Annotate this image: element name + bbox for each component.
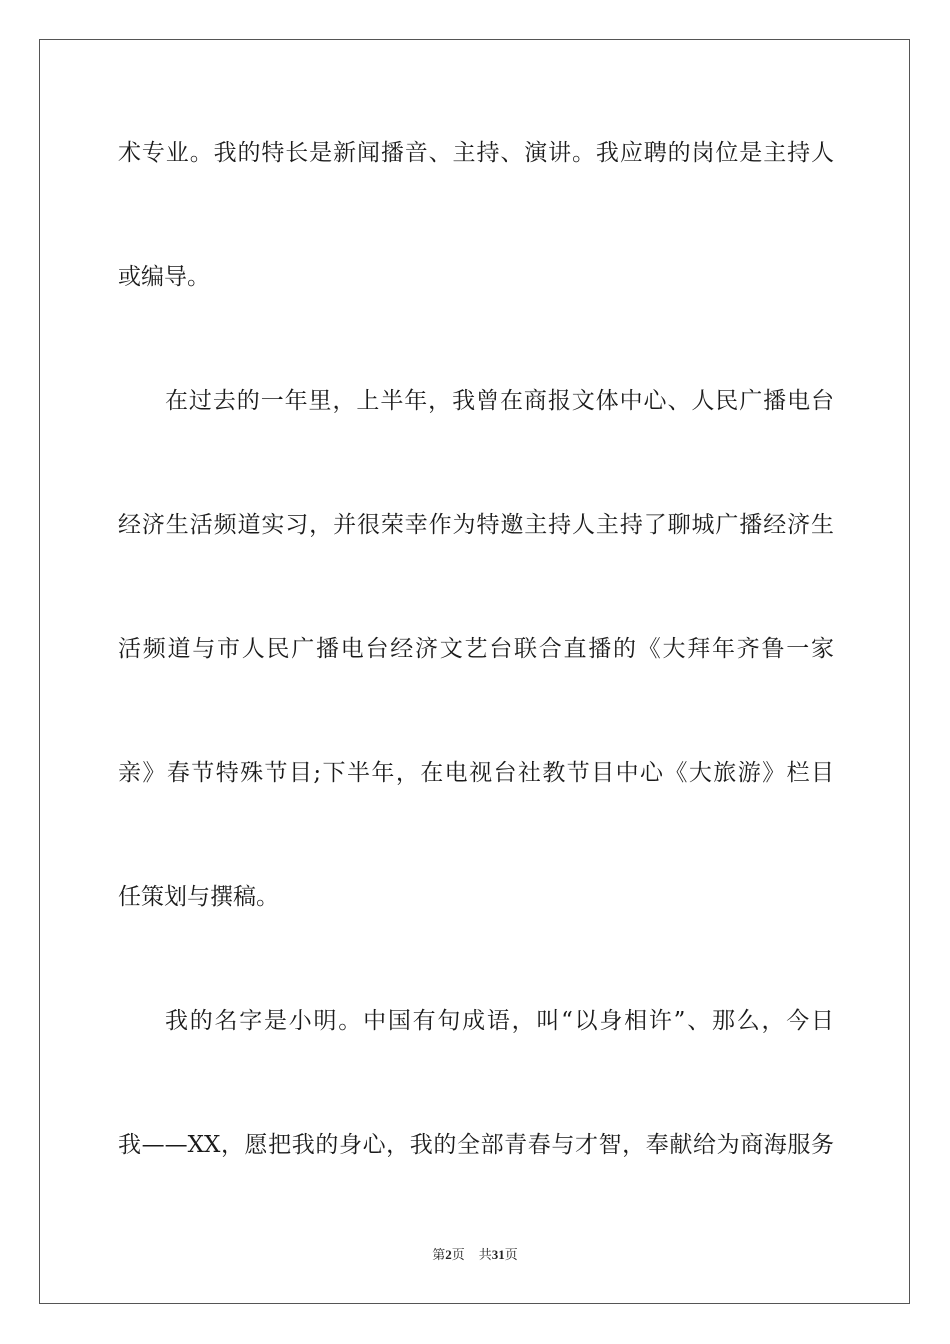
body-text-line: 亲》春节特殊节目;下半年，在电视台社教节目中心《大旅游》栏目	[118, 760, 834, 786]
page-footer	[0, 1244, 950, 1263]
body-text-line: 经济生活频道实习，并很荣幸作为特邀主持人主持了聊城广播经济生	[118, 512, 834, 538]
body-text-line: 或编导。	[118, 264, 210, 290]
body-text-line: 活频道与市人民广播电台经济文艺台联合直播的《大拜年齐鲁一家	[118, 636, 834, 662]
paragraph-first-line: 在过去的一年里，上半年，我曾在商报文体中心、人民广播电台	[165, 388, 834, 414]
page-number-label: 第2页	[432, 1247, 465, 1263]
total-pages-label: 共31页	[478, 1247, 518, 1263]
paragraph-first-line: 我的名字是小明。中国有句成语，叫“以身相许”、那么，今日	[165, 1008, 834, 1034]
body-text-line: 我——XX，愿把我的身心，我的全部青春与才智，奉献给为商海服务	[118, 1132, 834, 1158]
body-text-line: 术专业。我的特长是新闻播音、主持、演讲。我应聘的岗位是主持人	[118, 140, 834, 166]
body-text-line: 任策划与撰稿。	[118, 884, 279, 910]
page-border	[39, 39, 910, 1304]
